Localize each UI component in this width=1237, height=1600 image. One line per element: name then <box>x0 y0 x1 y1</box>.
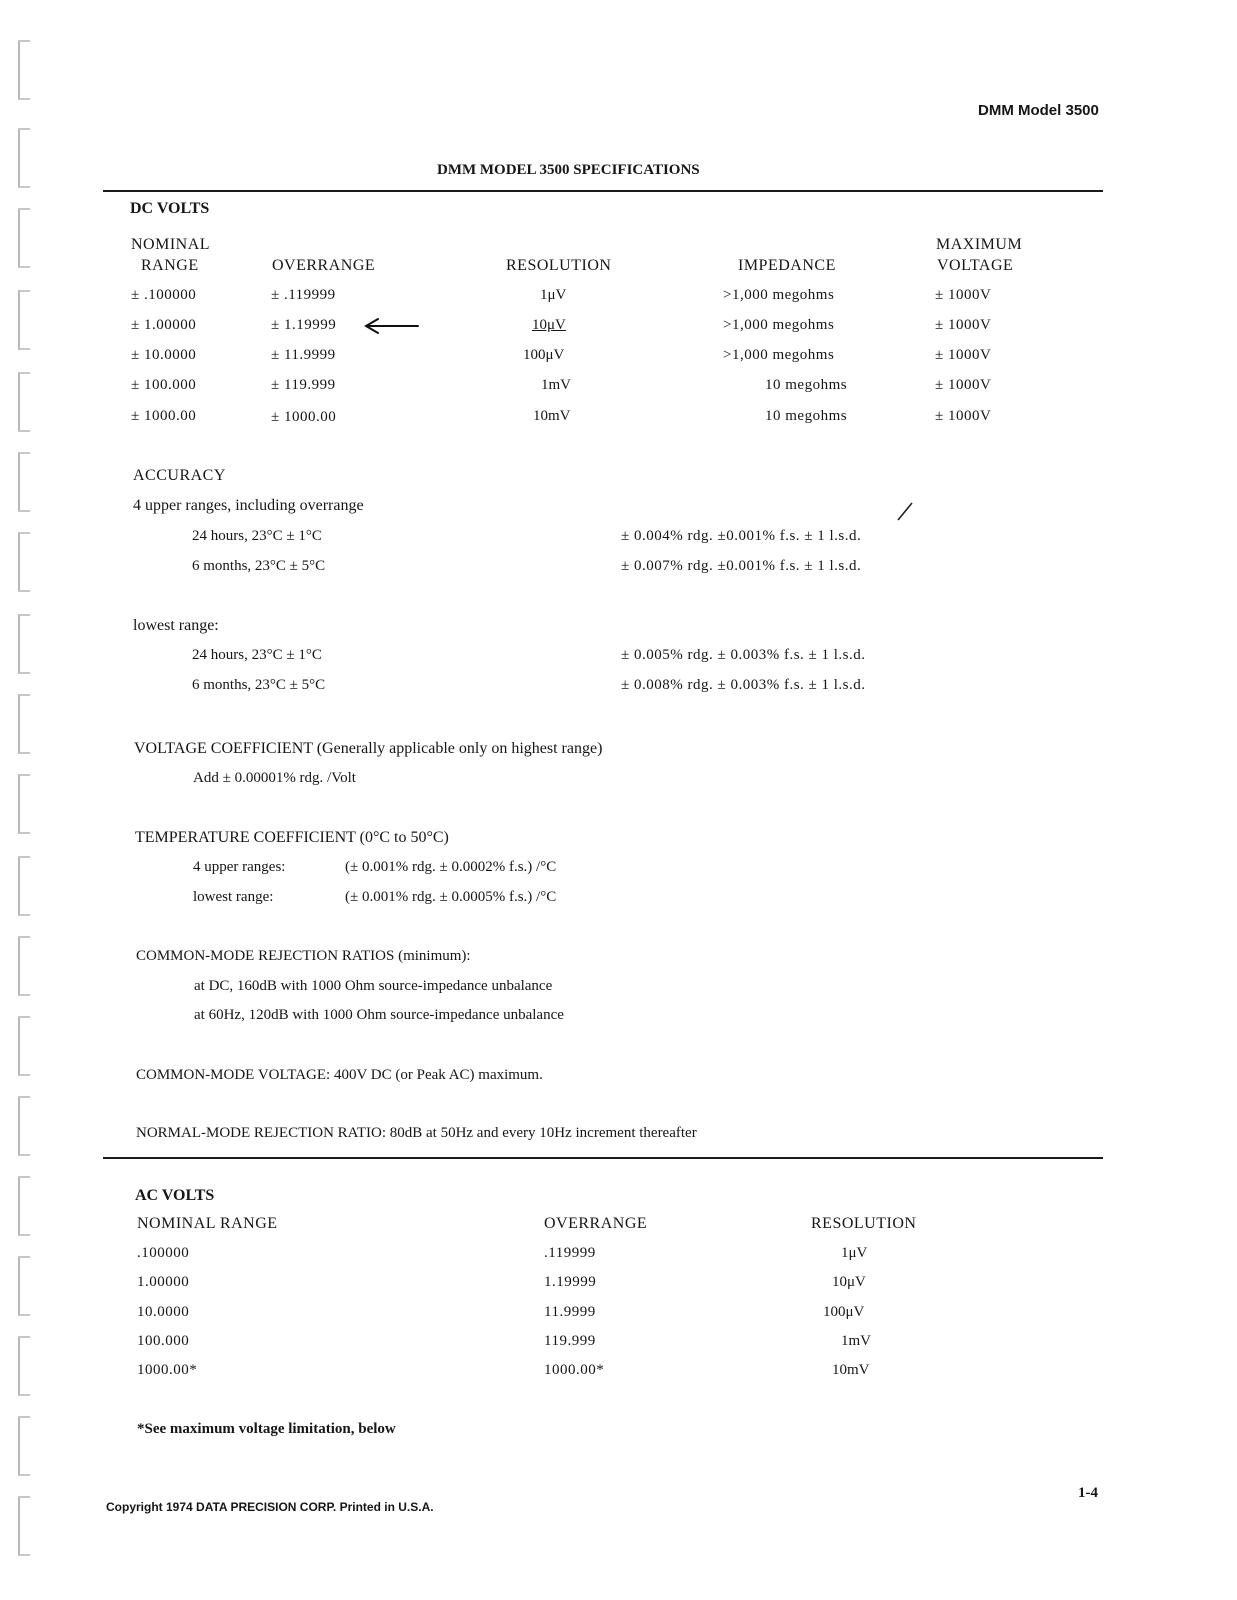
top-rule <box>103 190 1103 192</box>
temp-coeff-lowest-value: (± 0.001% rdg. ± 0.0005% f.s.) /°C <box>345 889 557 905</box>
ac-range: .100000 <box>137 1245 190 1261</box>
dc-range: ± 100.000 <box>131 377 197 393</box>
normal-mode-rejection-ratio: NORMAL-MODE REJECTION RATIO: 80dB at 50Hz and every 10Hz increment thereafter <box>136 1125 697 1141</box>
binder-mark <box>18 372 30 432</box>
col-overrange: OVERRANGE <box>272 257 376 274</box>
dc-volts-heading: DC VOLTS <box>130 200 210 217</box>
ac-col-overrange: OVERRANGE <box>544 1215 648 1232</box>
dc-max-voltage: ± 1000V <box>935 317 992 333</box>
ac-resolution: 10μV <box>832 1274 866 1290</box>
binder-mark <box>18 532 30 592</box>
binder-mark <box>18 452 30 512</box>
accuracy-spec: ± 0.004% rdg. ±0.001% f.s. ± 1 l.s.d. <box>621 528 862 544</box>
ac-volts-heading: AC VOLTS <box>135 1187 215 1204</box>
common-mode-voltage: COMMON-MODE VOLTAGE: 400V DC (or Peak AC) maximum. <box>136 1067 543 1083</box>
dc-range: ± 1000.00 <box>131 408 197 424</box>
handwritten-arrow-icon <box>362 316 420 336</box>
page-title: DMM MODEL 3500 SPECIFICATIONS <box>437 162 700 178</box>
binder-mark <box>18 40 30 100</box>
page-number: 1-4 <box>1078 1485 1098 1501</box>
binder-mark <box>18 856 30 916</box>
dc-range: ± 1.00000 <box>131 317 197 333</box>
binder-mark <box>18 1416 30 1476</box>
temp-coeff-upper-label: 4 upper ranges: <box>193 859 286 875</box>
voltage-coefficient-heading: VOLTAGE COEFFICIENT (Generally applicable only on highest range) <box>134 740 603 757</box>
ac-resolution: 1mV <box>841 1333 871 1349</box>
temperature-coefficient-heading: TEMPERATURE COEFFICIENT (0°C to 50°C) <box>135 829 449 846</box>
accuracy-spec: ± 0.008% rdg. ± 0.003% f.s. ± 1 l.s.d. <box>621 677 866 693</box>
dc-overrange: ± 1.19999 <box>271 317 337 333</box>
accuracy-spec: ± 0.007% rdg. ±0.001% f.s. ± 1 l.s.d. <box>621 558 862 574</box>
temp-coeff-upper-value: (± 0.001% rdg. ± 0.0002% f.s.) /°C <box>345 859 557 875</box>
dc-resolution: 100μV <box>523 347 565 363</box>
binder-mark <box>18 1496 30 1556</box>
ac-range: 1000.00* <box>137 1362 198 1378</box>
ac-overrange: .119999 <box>544 1245 596 1261</box>
voltage-coefficient-line: Add ± 0.00001% rdg. /Volt <box>193 770 356 786</box>
binder-mark <box>18 128 30 188</box>
binder-mark <box>18 1256 30 1316</box>
col-maxv-l1: MAXIMUM <box>936 236 1023 253</box>
binder-mark <box>18 1176 30 1236</box>
binder-mark <box>18 1096 30 1156</box>
dc-resolution: 1mV <box>541 377 571 393</box>
col-nominal-l2: RANGE <box>141 257 199 274</box>
dc-range: ± .100000 <box>131 287 197 303</box>
ac-range: 100.000 <box>137 1333 190 1349</box>
dc-max-voltage: ± 1000V <box>935 287 992 303</box>
footnote: *See maximum voltage limitation, below <box>137 1421 396 1437</box>
dc-impedance: 10 megohms <box>765 408 848 424</box>
dc-overrange: ± 1000.00 <box>271 409 337 425</box>
accuracy-period: 24 hours, 23°C ± 1°C <box>192 647 322 663</box>
dc-impedance: >1,000 megohms <box>723 317 835 333</box>
ac-resolution: 1μV <box>841 1245 868 1261</box>
ac-overrange: 119.999 <box>544 1333 596 1349</box>
binder-mark <box>18 1016 30 1076</box>
binder-mark <box>18 936 30 996</box>
handwritten-tick-icon <box>896 500 916 522</box>
cmrr-line: at DC, 160dB with 1000 Ohm source-impedance unbalance <box>194 978 553 994</box>
ac-overrange: 11.9999 <box>544 1304 596 1320</box>
copyright: Copyright 1974 DATA PRECISION CORP. Printed in U.S.A. <box>106 1500 434 1514</box>
binder-mark <box>18 208 30 268</box>
accuracy-upper-label: 4 upper ranges, including overrange <box>133 497 364 514</box>
temp-coeff-lowest-label: lowest range: <box>193 889 274 905</box>
accuracy-period: 24 hours, 23°C ± 1°C <box>192 528 322 544</box>
accuracy-period: 6 months, 23°C ± 5°C <box>192 558 326 574</box>
col-nominal-l1: NOMINAL <box>131 236 211 253</box>
ac-overrange: 1.19999 <box>544 1274 597 1290</box>
col-resolution: RESOLUTION <box>506 257 612 274</box>
page-header: DMM Model 3500 <box>978 102 1099 119</box>
accuracy-spec: ± 0.005% rdg. ± 0.003% f.s. ± 1 l.s.d. <box>621 647 866 663</box>
ac-col-nominal: NOMINAL RANGE <box>137 1215 278 1232</box>
section-rule <box>103 1157 1103 1159</box>
ac-resolution: 100μV <box>823 1304 865 1320</box>
dc-resolution: 1μV <box>540 287 567 303</box>
binder-mark <box>18 290 30 350</box>
dc-max-voltage: ± 1000V <box>935 347 992 363</box>
dc-impedance: >1,000 megohms <box>723 347 835 363</box>
ac-range: 1.00000 <box>137 1274 190 1290</box>
cmrr-line: at 60Hz, 120dB with 1000 Ohm source-impedance unbalance <box>194 1007 564 1023</box>
binder-mark <box>18 774 30 834</box>
dc-impedance: >1,000 megohms <box>723 287 835 303</box>
dc-max-voltage: ± 1000V <box>935 377 992 393</box>
accuracy-period: 6 months, 23°C ± 5°C <box>192 677 326 693</box>
dc-overrange: ± 11.9999 <box>271 347 336 363</box>
dc-max-voltage: ± 1000V <box>935 408 992 424</box>
dc-range: ± 10.0000 <box>131 347 197 363</box>
accuracy-heading: ACCURACY <box>133 467 226 484</box>
ac-overrange: 1000.00* <box>544 1362 605 1378</box>
dc-impedance: 10 megohms <box>765 377 848 393</box>
dc-overrange: ± .119999 <box>271 287 336 303</box>
binder-mark <box>18 1336 30 1396</box>
dc-resolution: 10μV <box>532 317 566 333</box>
ac-resolution: 10mV <box>832 1362 870 1378</box>
binder-mark <box>18 614 30 674</box>
dc-overrange: ± 119.999 <box>271 377 336 393</box>
col-impedance: IMPEDANCE <box>738 257 836 274</box>
ac-col-resolution: RESOLUTION <box>811 1215 917 1232</box>
binder-mark <box>18 694 30 754</box>
cmrr-heading: COMMON-MODE REJECTION RATIOS (minimum): <box>136 948 471 964</box>
accuracy-lowest-label: lowest range: <box>133 617 219 634</box>
col-maxv-l2: VOLTAGE <box>937 257 1014 274</box>
ac-range: 10.0000 <box>137 1304 190 1320</box>
dc-resolution: 10mV <box>533 408 571 424</box>
